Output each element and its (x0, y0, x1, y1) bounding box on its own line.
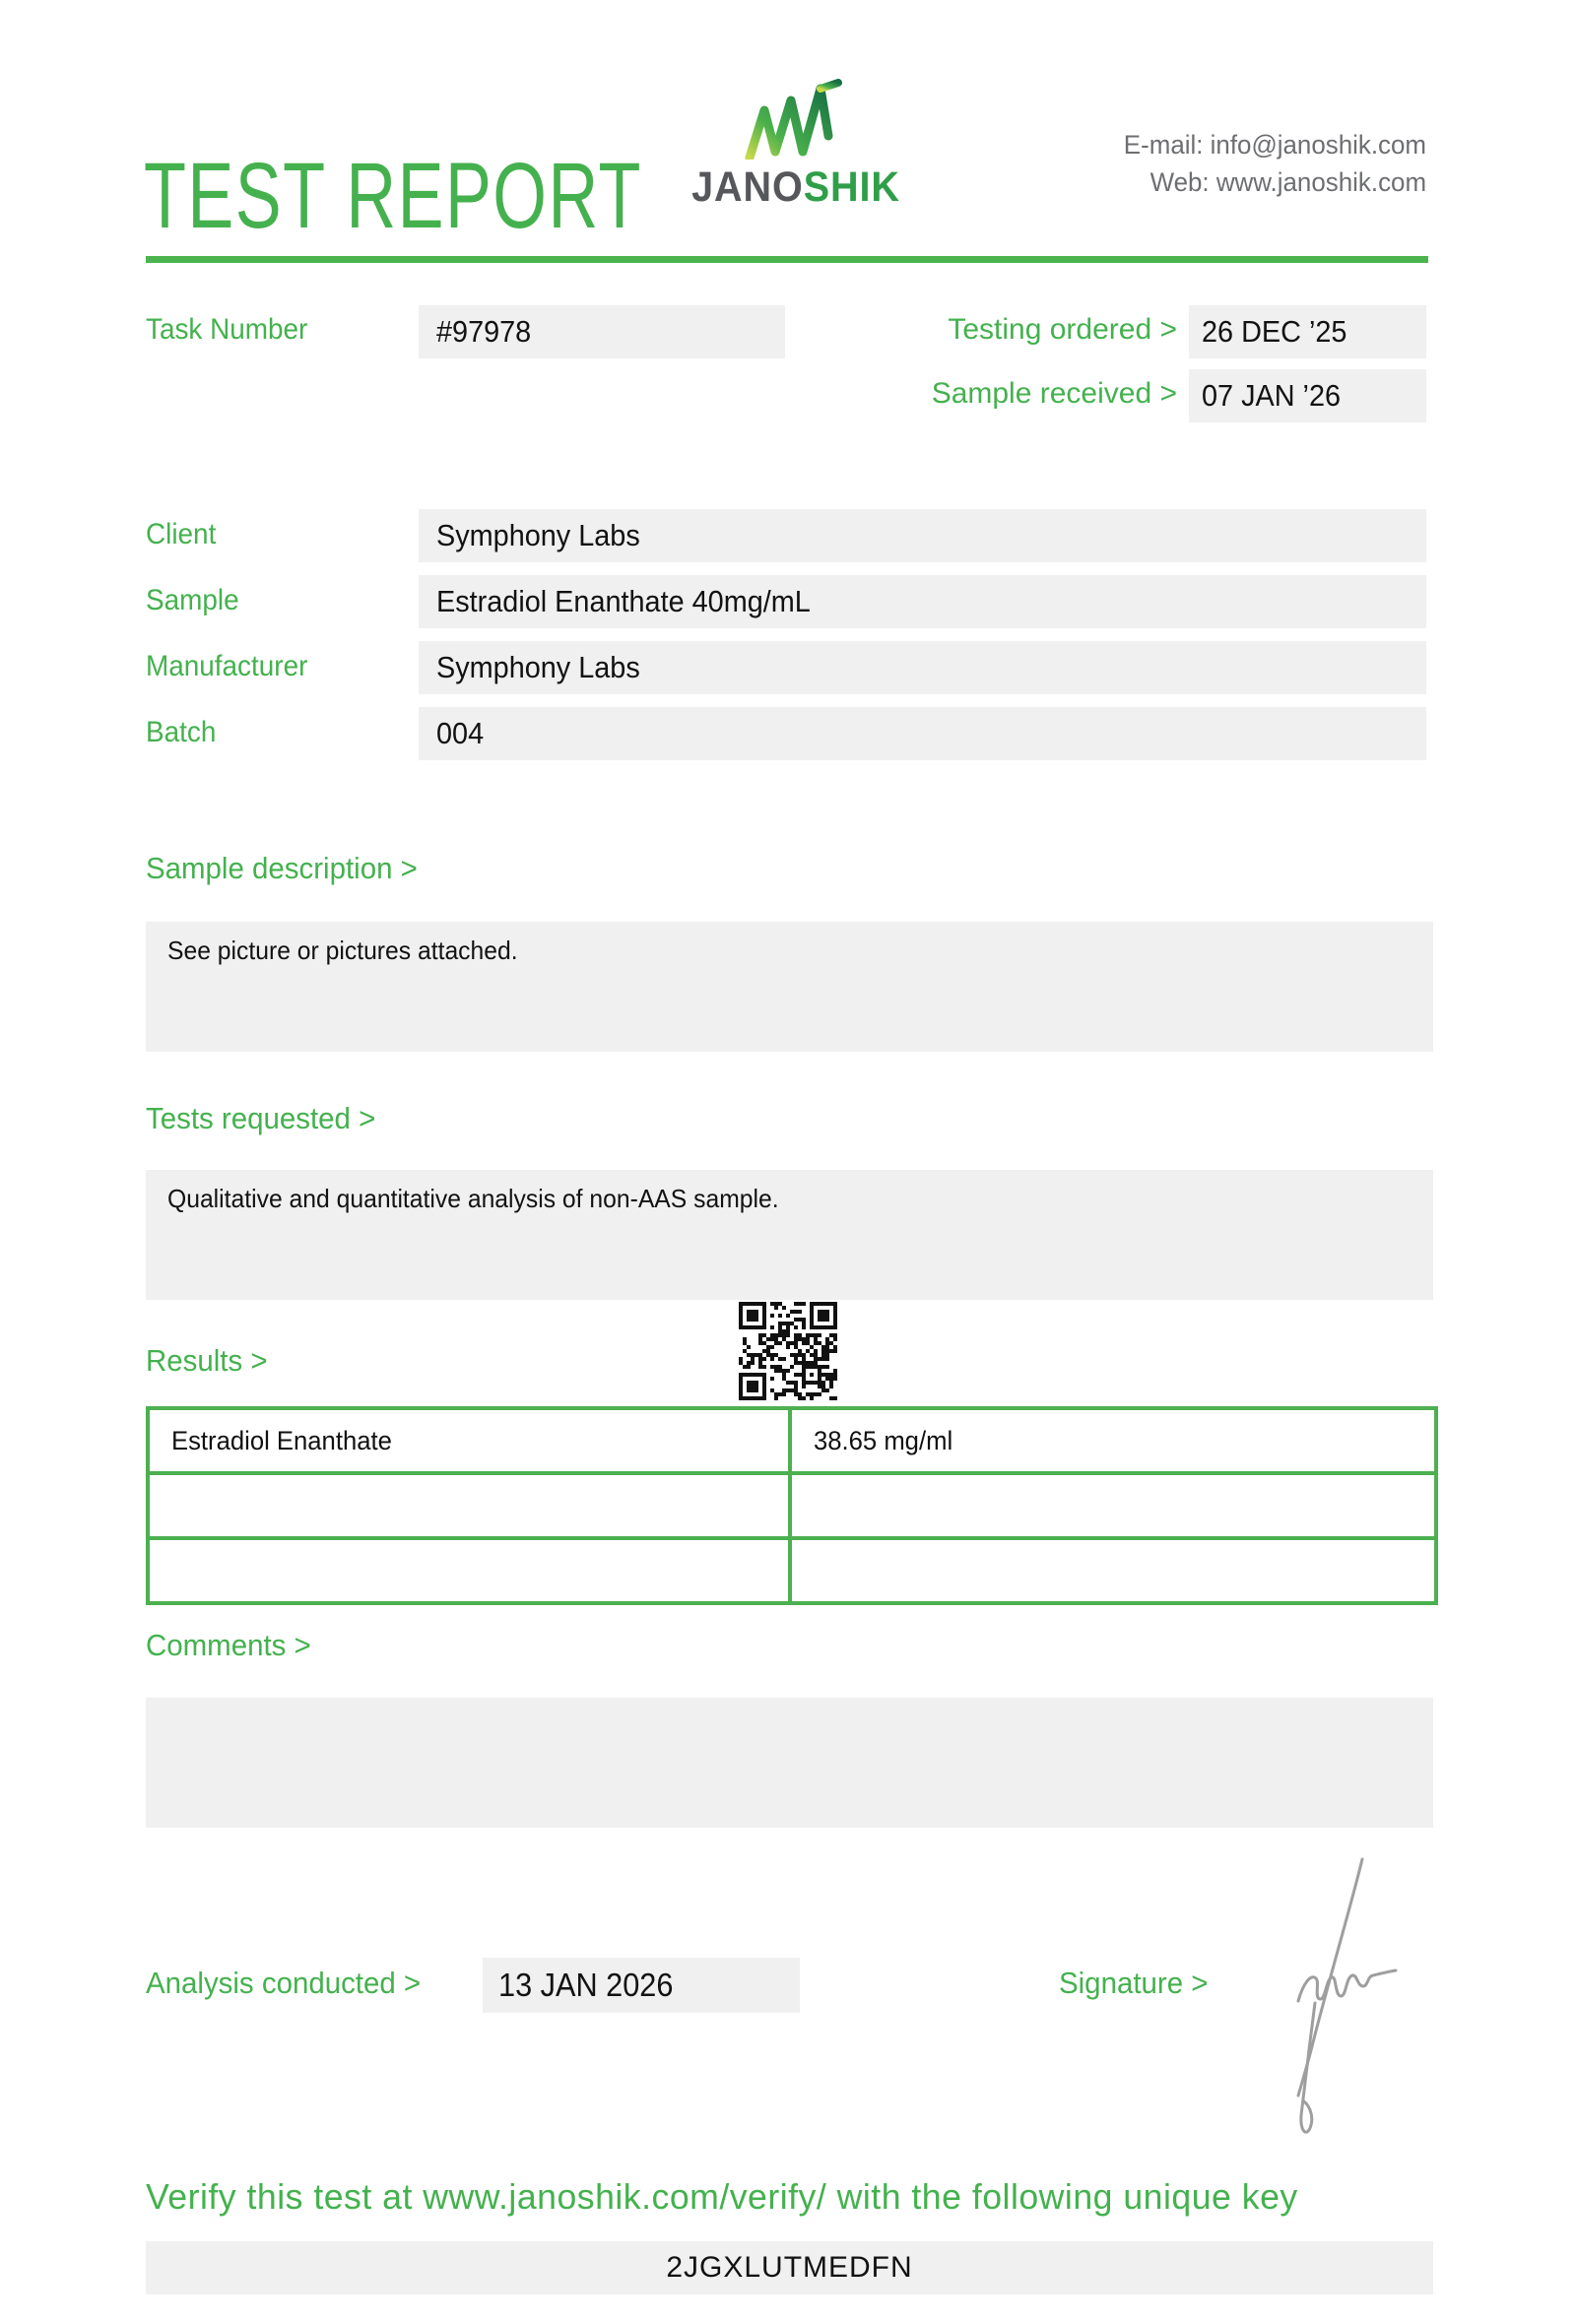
contact-email: E-mail: info@janoshik.com (1123, 130, 1426, 160)
sample-value-box (419, 575, 1426, 628)
sample-received-value-box (1189, 369, 1426, 422)
results-table-cell (150, 1410, 788, 1471)
qr-code (737, 1300, 839, 1402)
testing-ordered-value: 26 DEC ’25 (1202, 314, 1347, 349)
client-value: Symphony Labs (436, 518, 640, 552)
results-heading: Results > (146, 1343, 268, 1378)
logo-text-jano: JANO (691, 163, 804, 211)
analysis-date: 13 JAN 2026 (498, 1967, 674, 2003)
result-analyte: Estradiol Enanthate (171, 1425, 392, 1455)
results-table-cell (792, 1540, 1434, 1601)
tests-requested-text: Qualitative and quantitative analysis of non-AAS sample. (167, 1184, 779, 1213)
manufacturer-label: Manufacturer (146, 650, 308, 682)
sample-received-label: Sample received > (931, 377, 1177, 410)
logo-text-shik: SHIK (803, 163, 900, 211)
results-table-cell (150, 1475, 788, 1536)
comments-box (146, 1698, 1433, 1828)
sample-received-value: 07 JAN ’26 (1202, 378, 1342, 413)
contact-web: Web: www.janoshik.com (1149, 167, 1426, 197)
signature-label: Signature > (1059, 1966, 1209, 2000)
sample-description-box (146, 922, 1433, 1052)
analysis-conducted-label: Analysis conducted > (146, 1966, 422, 2000)
results-table-cell (792, 1410, 1434, 1471)
batch-value: 004 (436, 716, 485, 750)
testing-ordered-label: Testing ordered > (948, 313, 1177, 346)
sample-label: Sample (146, 584, 239, 616)
results-table-cell (150, 1540, 788, 1601)
tests-requested-heading: Tests requested > (146, 1101, 376, 1135)
batch-value-box (419, 707, 1426, 760)
growth-chart-icon (742, 79, 850, 160)
task-number-label: Task Number (146, 313, 308, 346)
unique-key-box (146, 2241, 1433, 2294)
sample-description-heading: Sample description > (146, 851, 418, 885)
sample-value: Estradiol Enanthate 40mg/mL (436, 584, 811, 618)
result-value: 38.65 mg/ml (814, 1425, 953, 1455)
verify-text: Verify this test at www.janoshik.com/verify/ with the following unique key (146, 2176, 1298, 2217)
comments-heading: Comments > (146, 1628, 311, 1662)
contact-block (1124, 126, 1426, 201)
manufacturer-value-box (419, 641, 1426, 694)
analysis-date-box (483, 1958, 800, 2013)
manufacturer-value: Symphony Labs (436, 650, 640, 684)
janoshik-logo (682, 79, 910, 212)
header-divider (146, 256, 1428, 263)
sample-description-text: See picture or pictures attached. (167, 936, 518, 965)
client-value-box (419, 509, 1426, 562)
unique-key: 2JGXLUTMEDFN (666, 2251, 913, 2284)
task-number-value: #97978 (436, 314, 532, 349)
results-table (146, 1406, 1438, 1605)
logo-text (690, 163, 900, 212)
results-table-cell (792, 1475, 1434, 1536)
client-label: Client (146, 518, 217, 550)
batch-label: Batch (146, 716, 217, 748)
testing-ordered-value-box (1189, 305, 1426, 358)
handwritten-signature (1261, 1853, 1409, 2149)
tests-requested-box (146, 1170, 1433, 1300)
page-title: TEST REPORT (144, 144, 642, 248)
